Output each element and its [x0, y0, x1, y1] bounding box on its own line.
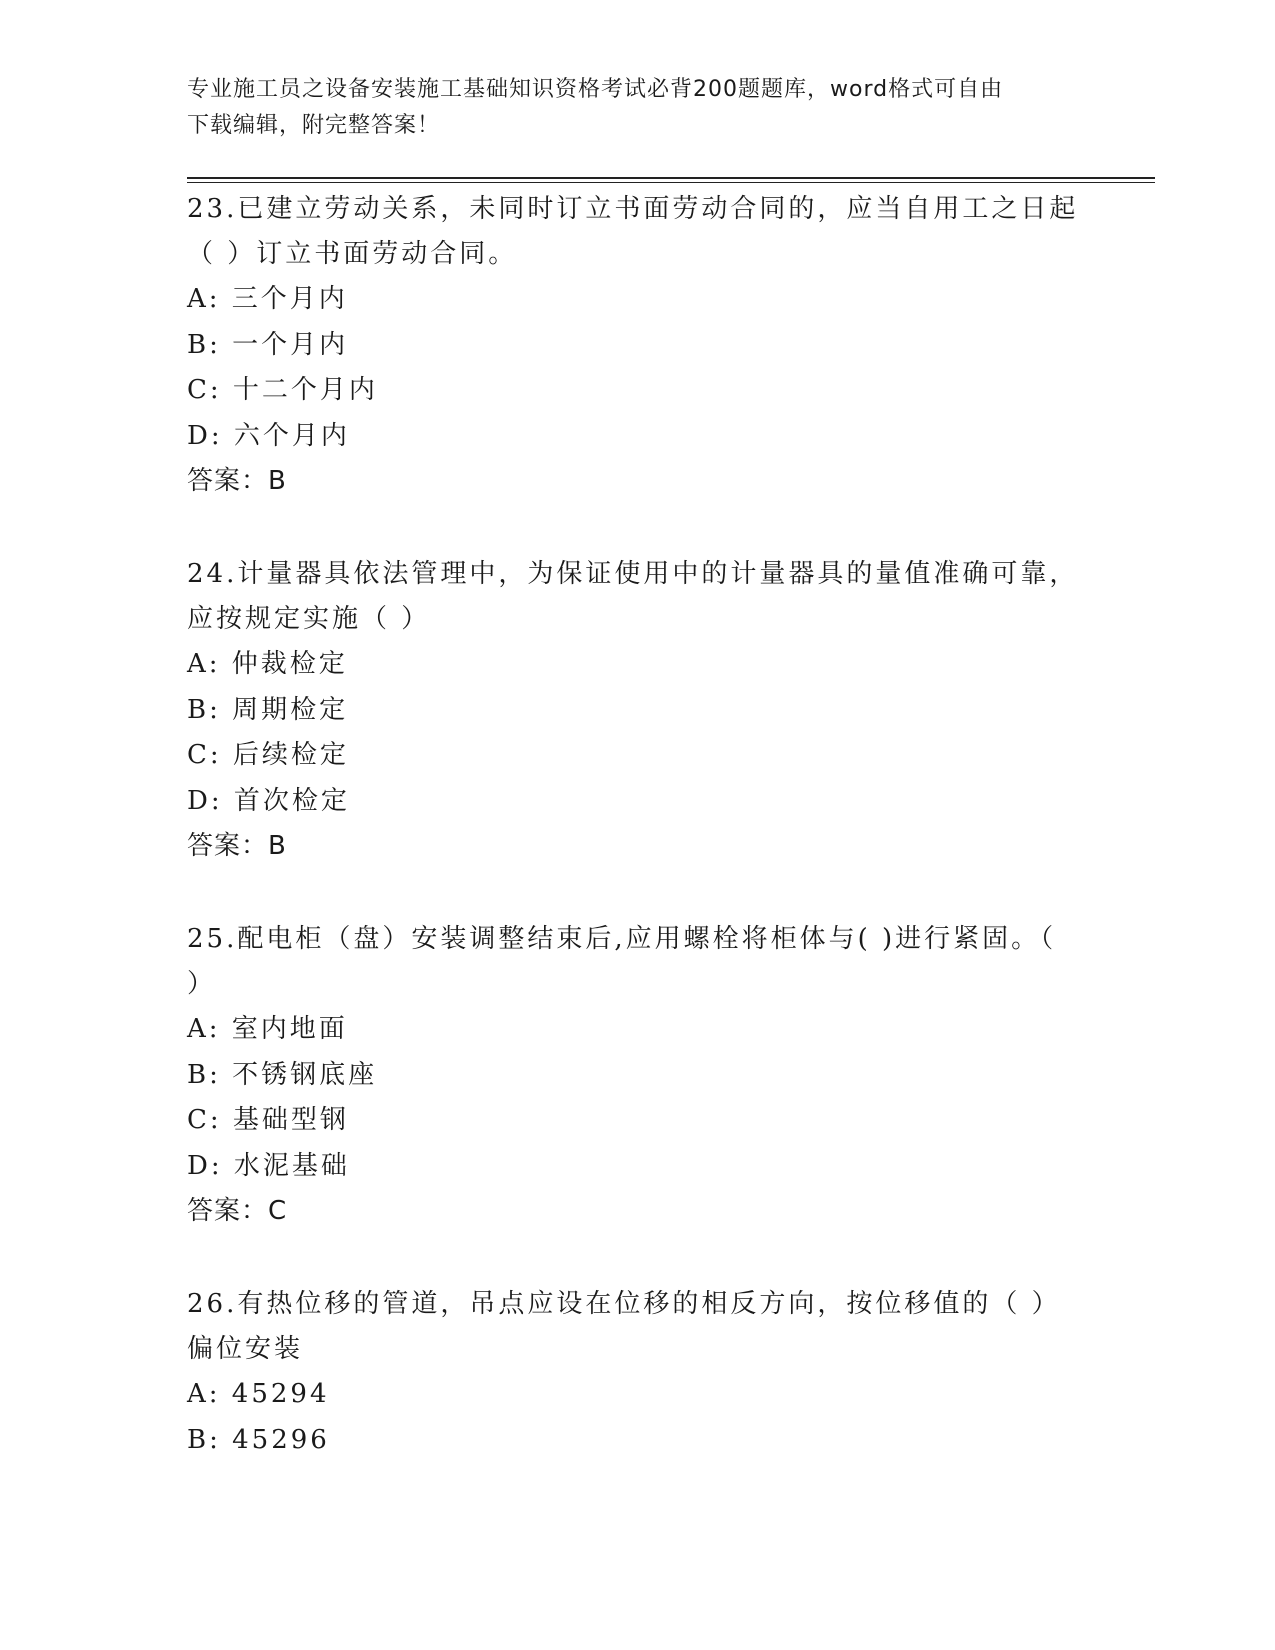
answer-text: 答案：B — [187, 466, 287, 496]
option-c: C: 后续检定 — [187, 740, 349, 770]
option-c: C: 基础型钢 — [187, 1105, 349, 1135]
option-b: B: 一个月内 — [187, 329, 349, 360]
question-stem-line: 25.配电柜（盘）安装调整结束后,应用螺栓将柜体与( )进行紧固。（ — [187, 924, 1057, 954]
option-c: C: 十二个月内 — [187, 375, 378, 405]
answer-text: 答案：B — [187, 831, 287, 861]
header-line-1: 专业施工员之设备安装施工基础知识资格考试必背200题题库，word格式可自由 — [187, 77, 1004, 102]
question-stem — [187, 1282, 1087, 1372]
header-divider-thin — [187, 182, 1155, 183]
question-stem-line: ） — [187, 969, 217, 999]
option-d: D: 首次检定 — [187, 785, 350, 816]
question-stem-line: 24.计量器具依法管理中，为保证使用中的计量器具的量值准确可靠， — [187, 559, 1079, 589]
question-stem — [187, 552, 1087, 642]
question-26 — [187, 1282, 1087, 1463]
header-divider-thick — [187, 177, 1155, 179]
document-header — [187, 72, 1087, 144]
option-a: A: 45294 — [187, 1379, 330, 1409]
option-d: D: 水泥基础 — [187, 1150, 350, 1181]
answer-text: 答案：C — [187, 1196, 288, 1226]
option-b: B: 45296 — [187, 1424, 330, 1455]
option-a: A: 室内地面 — [187, 1014, 348, 1044]
question-stem-line: （ ）订立书面劳动合同。 — [187, 239, 518, 269]
option-d: D: 六个月内 — [187, 420, 350, 451]
question-24 — [187, 552, 1087, 869]
question-stem — [187, 187, 1087, 277]
question-25 — [187, 917, 1087, 1234]
question-23 — [187, 187, 1087, 504]
question-stem-line: 偏位安装 — [187, 1334, 304, 1364]
option-a: A: 仲裁检定 — [187, 649, 348, 679]
option-a: A: 三个月内 — [187, 284, 348, 314]
question-stem-line: 26.有热位移的管道，吊点应设在位移的相反方向，按位移值的（ ） — [187, 1289, 1061, 1319]
question-stem-line: 23.已建立劳动关系，未同时订立书面劳动合同的，应当自用工之日起 — [187, 194, 1079, 224]
question-stem-line: 应按规定实施（ ） — [187, 604, 431, 634]
question-stem — [187, 917, 1087, 1007]
option-b: B: 不锈钢底座 — [187, 1059, 378, 1090]
option-b: B: 周期检定 — [187, 694, 349, 725]
header-line-2: 下载编辑，附完整答案！ — [187, 113, 441, 138]
